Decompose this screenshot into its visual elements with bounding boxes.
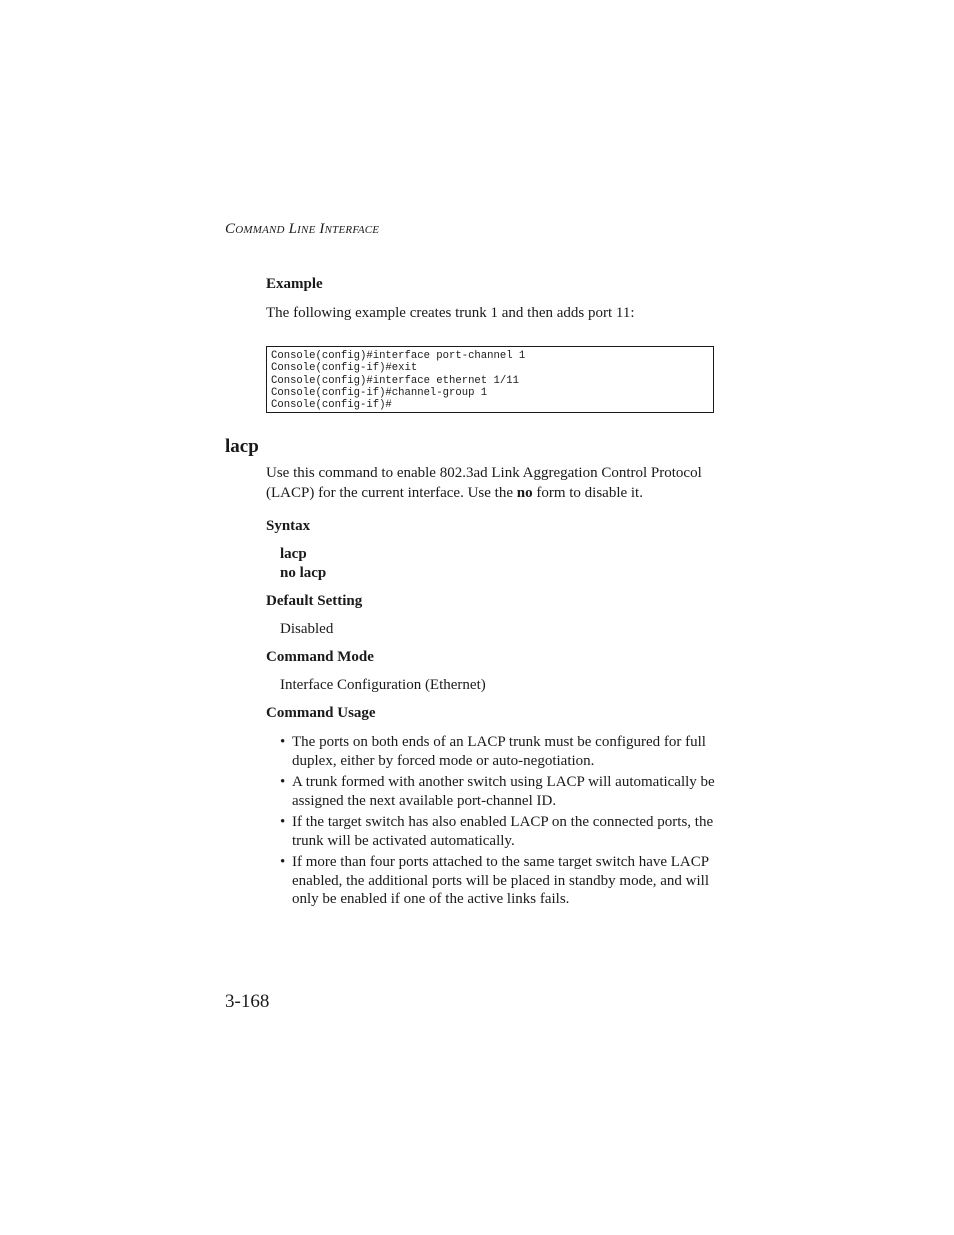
bullet-icon: •: [280, 774, 286, 790]
no-keyword: no: [516, 485, 533, 501]
command-usage-list: [280, 733, 720, 912]
command-description-text: Use this command to enable 802.3ad Link Aggregation Control Protocol (LACP) for the current interface. Use the: [266, 465, 702, 501]
command-description-text-end: form to disable it.: [532, 485, 643, 501]
default-setting-value: Disabled: [280, 621, 334, 637]
code-example-box: [266, 346, 714, 413]
list-item: [280, 733, 720, 770]
command-description: [266, 463, 714, 503]
syntax-line-lacp: lacp: [280, 546, 307, 562]
command-usage-heading: Command Usage: [266, 705, 376, 721]
command-mode-heading: Command Mode: [266, 649, 374, 665]
example-heading: Example: [266, 276, 323, 292]
bullet-icon: •: [280, 854, 286, 870]
list-item-text: A trunk formed with another switch using LACP will automatically be assigned the next available port-channel ID.: [292, 774, 715, 809]
running-header: Command Line Interface: [225, 221, 380, 237]
example-description: The following example creates trunk 1 and then adds port 11:: [266, 305, 635, 321]
list-item-text: If more than four ports attached to the same target switch have LACP enabled, the additional ports will be placed in standby mode, and will only be enabled if one of the active links fails.: [292, 854, 709, 907]
bullet-icon: •: [280, 734, 286, 750]
list-item: [280, 813, 720, 850]
code-line: Console(config-if)#channel-group 1: [271, 386, 488, 399]
command-mode-value: Interface Configuration (Ethernet): [280, 677, 486, 693]
code-line: Console(config)#interface port-channel 1: [271, 350, 526, 362]
list-item-text: The ports on both ends of an LACP trunk must be configured for full duplex, either by forced mode or auto-negotiation.: [292, 734, 706, 769]
syntax-heading: Syntax: [266, 518, 311, 534]
code-line: Console(config-if)#: [271, 399, 392, 412]
default-setting-heading: Default Setting: [266, 593, 363, 609]
bullet-icon: •: [280, 814, 286, 830]
command-title: lacp: [225, 436, 259, 457]
list-item: [280, 773, 720, 810]
code-line: Console(config)#interface ethernet 1/11: [271, 374, 519, 387]
list-item: [280, 853, 720, 909]
page-number: 3-168: [225, 991, 270, 1012]
code-line: Console(config-if)#exit: [271, 362, 418, 375]
list-item-text: If the target switch has also enabled LACP on the connected ports, the trunk will be activated automatically.: [292, 814, 714, 849]
syntax-line-no-lacp: no lacp: [280, 565, 327, 581]
